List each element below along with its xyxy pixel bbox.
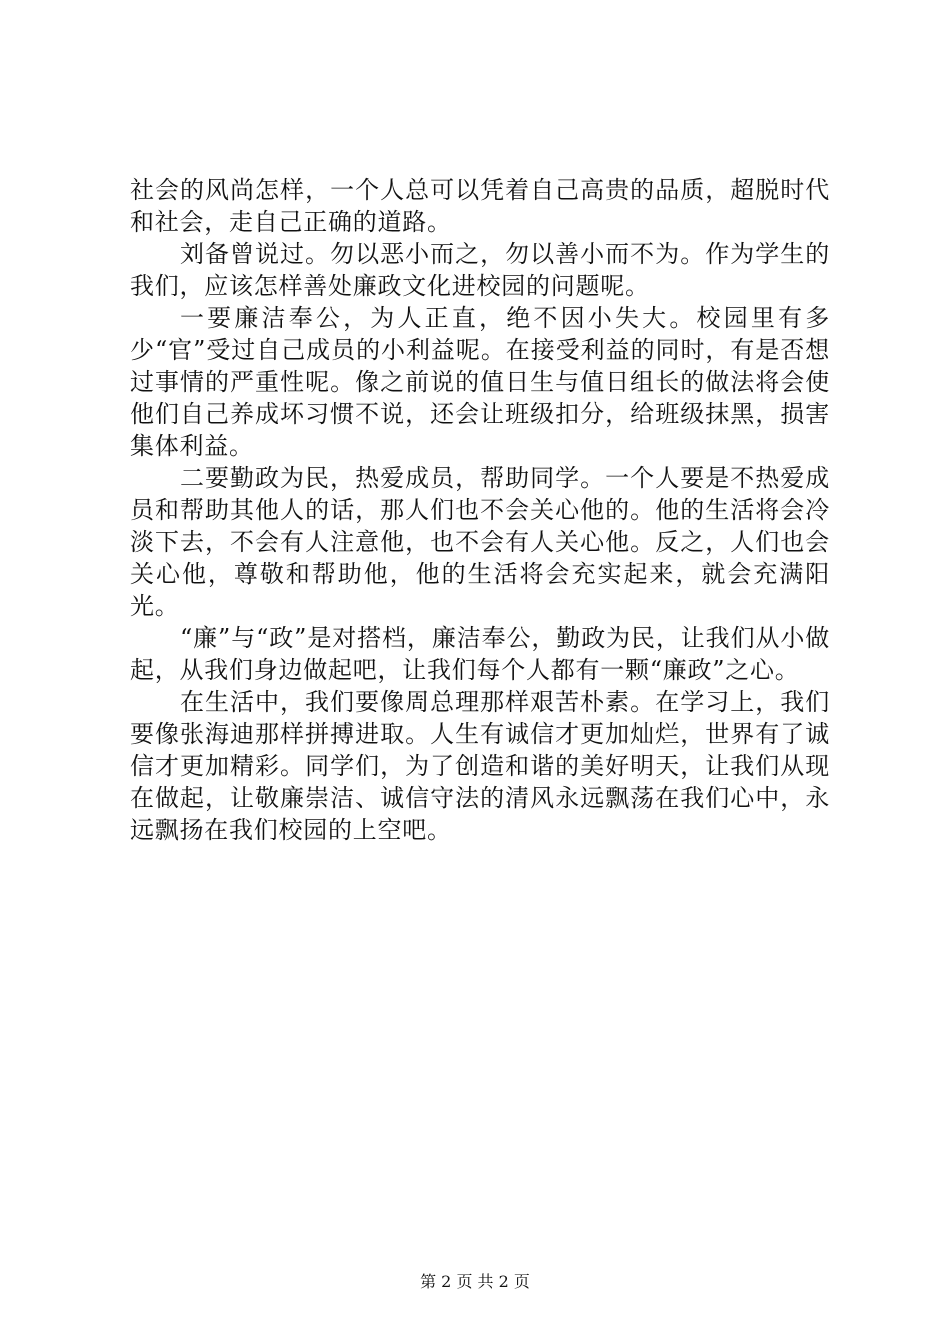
paragraph-conclusion: 在生活中，我们要像周总理那样艰苦朴素。在学习上，我们要像张海迪那样拼搏进取。人生有诚信才更加灿烂，世界有了诚信才更加精彩。同学们，为了创造和谐的美好明天，让我们从现在做起，让敬廉崇洁、诚信守法的清风永远飘荡在我们心中，永远飘扬在我们校园的上空吧。	[130, 688, 830, 844]
paragraph-liubei-quote: 刘备曾说过。勿以恶小而之，勿以善小而不为。作为学生的我们，应该怎样善处廉政文化进校园的问题呢。	[130, 240, 830, 300]
paragraph-lian-zheng: “廉”与“政”是对搭档，廉洁奉公，勤政为民，让我们从小做起，从我们身边做起吧，让我们每个人都有一颗“廉政”之心。	[130, 624, 830, 684]
paragraph-continuation: 社会的风尚怎样，一个人总可以凭着自己高贵的品质，超脱时代和社会，走自己正确的道路。	[130, 176, 830, 236]
document-body	[130, 174, 830, 846]
paragraph-diligence: 二要勤政为民，热爱成员，帮助同学。一个人要是不热爱成员和帮助其他人的话，那人们也不会关心他的。他的生活将会冷淡下去，不会有人注意他，也不会有人关心他。反之，人们也会关心他，尊敬和帮助他，他的生活将会充实起来，就会充满阳光。	[130, 464, 830, 620]
page-number-footer: 第 2 页 共 2 页	[420, 1272, 530, 1291]
paragraph-integrity: 一要廉洁奉公，为人正直，绝不因小失大。校园里有多少“官”受过自己成员的小利益呢。在接受利益的同时，有是否想过事情的严重性呢。像之前说的值日生与值日组长的做法将会使他们自己养成坏习惯不说，还会让班级扣分，给班级抹黑，损害集体利益。	[130, 304, 830, 460]
